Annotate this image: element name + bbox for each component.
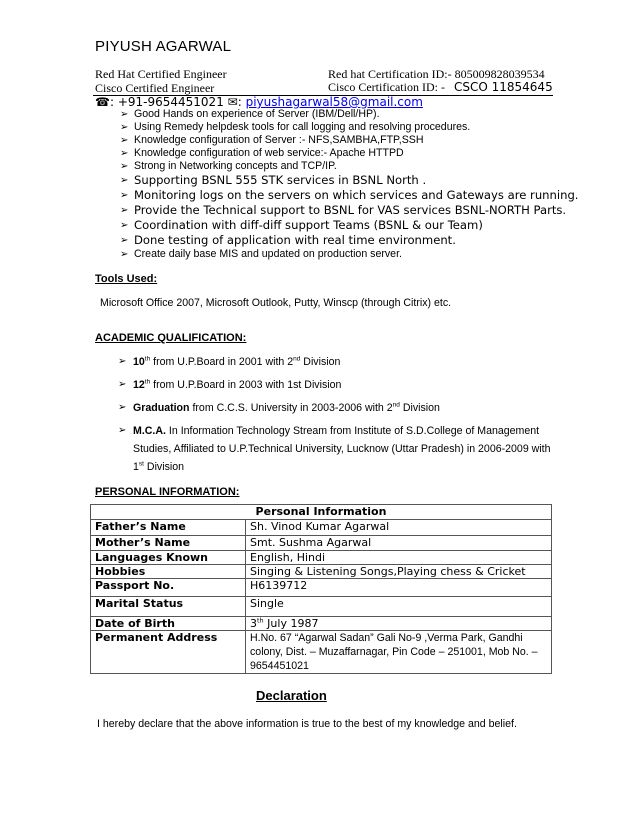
- list-item: ➢ Strong in Networking concepts and TCP/IP.: [120, 160, 337, 172]
- arrow-bullet-icon: ➢: [120, 122, 129, 133]
- row-key: Mother’s Name: [91, 536, 246, 551]
- certification-left-2: Cisco Certified Engineer: [95, 81, 215, 95]
- email-link[interactable]: piyushagarwal58@gmail.com: [245, 95, 423, 109]
- row-key: Passport No.: [91, 579, 246, 597]
- phone-number: +91-9654451021: [117, 95, 224, 109]
- row-value: 3th July 1987: [246, 617, 552, 631]
- arrow-bullet-icon: ➢: [120, 109, 129, 120]
- list-item: ➢ Graduation from C.C.S. University in 2003-2006 with 2nd Division: [118, 399, 563, 417]
- table-row: [91, 536, 552, 551]
- arrow-bullet-icon: ➢: [118, 356, 127, 367]
- list-item: ➢ Monitoring logs on the servers on which services and Gateways are running.: [120, 188, 579, 202]
- certification-left-1: Red Hat Certified Engineer: [95, 67, 227, 81]
- email-separator: :: [237, 95, 242, 109]
- table-row: [91, 565, 552, 579]
- row-value: Smt. Sushma Agarwal: [246, 536, 552, 551]
- arrow-bullet-icon: ➢: [120, 175, 129, 186]
- tools-text: Microsoft Office 2007, Microsoft Outlook, Putty, Winscp (through Citrix) etc.: [100, 297, 452, 309]
- academic-heading: ACADEMIC QUALIFICATION:: [95, 332, 247, 344]
- row-key: Permanent Address: [91, 631, 246, 674]
- row-value: English, Hindi: [246, 551, 552, 565]
- table-row: [91, 631, 552, 674]
- personal-info-table: [90, 504, 552, 674]
- list-item: ➢ Using Remedy helpdesk tools for call logging and resolving procedures.: [120, 121, 471, 133]
- declaration-heading: Declaration: [256, 688, 327, 703]
- row-value: Sh. Vinod Kumar Agarwal: [246, 520, 552, 536]
- row-value: Single: [246, 597, 552, 617]
- contact-line: [95, 95, 423, 109]
- row-value: H6139712: [246, 579, 552, 597]
- table-title: Personal Information: [91, 505, 552, 520]
- candidate-name: PIYUSH AGARWAL: [95, 38, 232, 55]
- arrow-bullet-icon: ➢: [120, 235, 129, 246]
- arrow-bullet-icon: ➢: [120, 135, 129, 146]
- tools-heading: Tools Used:: [95, 273, 158, 285]
- list-item: ➢ Good Hands on experience of Server (IBM/Dell/HP).: [120, 108, 380, 120]
- table-header-row: [91, 505, 552, 520]
- arrow-bullet-icon: ➢: [120, 190, 129, 201]
- personal-heading: PERSONAL INFORMATION:: [95, 486, 240, 498]
- list-item: ➢ 10th from U.P.Board in 2001 with 2nd Division: [118, 353, 563, 371]
- experience-list: [120, 108, 579, 261]
- list-item: ➢ Done testing of application with real time environment.: [120, 233, 456, 247]
- list-item: ➢ Provide the Technical support to BSNL for VAS services BSNL-NORTH Parts.: [120, 203, 567, 217]
- arrow-bullet-icon: ➢: [120, 148, 129, 159]
- arrow-bullet-icon: ➢: [118, 425, 127, 436]
- arrow-bullet-icon: ➢: [118, 379, 127, 390]
- cisco-id-label: Cisco Certification ID: -: [328, 80, 445, 94]
- row-key: Hobbies: [91, 565, 246, 579]
- row-key: Date of Birth: [91, 617, 246, 631]
- row-key: Languages Known: [91, 551, 246, 565]
- list-item: ➢ 12th from U.P.Board in 2003 with 1st Division: [118, 376, 563, 394]
- redhat-certification-id: Red hat Certification ID:- 805009828039534: [328, 67, 545, 81]
- cisco-id-value: CSCO 11854645: [453, 80, 553, 94]
- table-row: [91, 551, 552, 565]
- table-row: [91, 617, 552, 631]
- phone-icon: ☎: [95, 95, 110, 109]
- list-item: ➢ Knowledge configuration of Server :- NFS,SAMBHA,FTP,SSH: [120, 134, 424, 146]
- academic-list: [118, 353, 563, 481]
- cisco-certification-id: [328, 80, 553, 95]
- list-item: ➢ Create daily base MIS and updated on production server.: [120, 248, 402, 260]
- arrow-bullet-icon: ➢: [120, 249, 129, 260]
- arrow-bullet-icon: ➢: [118, 402, 127, 413]
- row-value: Singing & Listening Songs,Playing chess & Cricket: [246, 565, 552, 579]
- list-item: ➢ Supporting BSNL 555 STK services in BSNL North .: [120, 173, 427, 187]
- arrow-bullet-icon: ➢: [120, 205, 129, 216]
- arrow-bullet-icon: ➢: [120, 161, 129, 172]
- table-row: [91, 597, 552, 617]
- arrow-bullet-icon: ➢: [120, 220, 129, 231]
- email-icon: ✉: [227, 95, 238, 109]
- row-value: H.No. 67 “Agarwal Sadan” Gali No-9 ,Verma Park, Gandhi colony, Dist. – Muzaffarnagar, Pin Code – 251001, Mob No. – 9654451021: [246, 631, 552, 674]
- table-row: [91, 520, 552, 536]
- declaration-text: I hereby declare that the above information is true to the best of my knowledge and belief.: [97, 718, 517, 730]
- table-row: [91, 579, 552, 597]
- list-item: ➢ M.C.A. In Information Technology Stream from Institute of S.D.College of Management Studies, Affiliated to U.P.Technical University, Lucknow (Uttar Pradesh) in 2006-2009 with 1st Division: [118, 422, 553, 476]
- row-key: Marital Status: [91, 597, 246, 617]
- list-item: ➢ Coordination with diff-diff support Teams (BSNL & our Team): [120, 218, 483, 232]
- row-key: Father’s Name: [91, 520, 246, 536]
- list-item: ➢ Knowledge configuration of web service:- Apache HTTPD: [120, 147, 404, 159]
- phone-separator: :: [109, 95, 114, 109]
